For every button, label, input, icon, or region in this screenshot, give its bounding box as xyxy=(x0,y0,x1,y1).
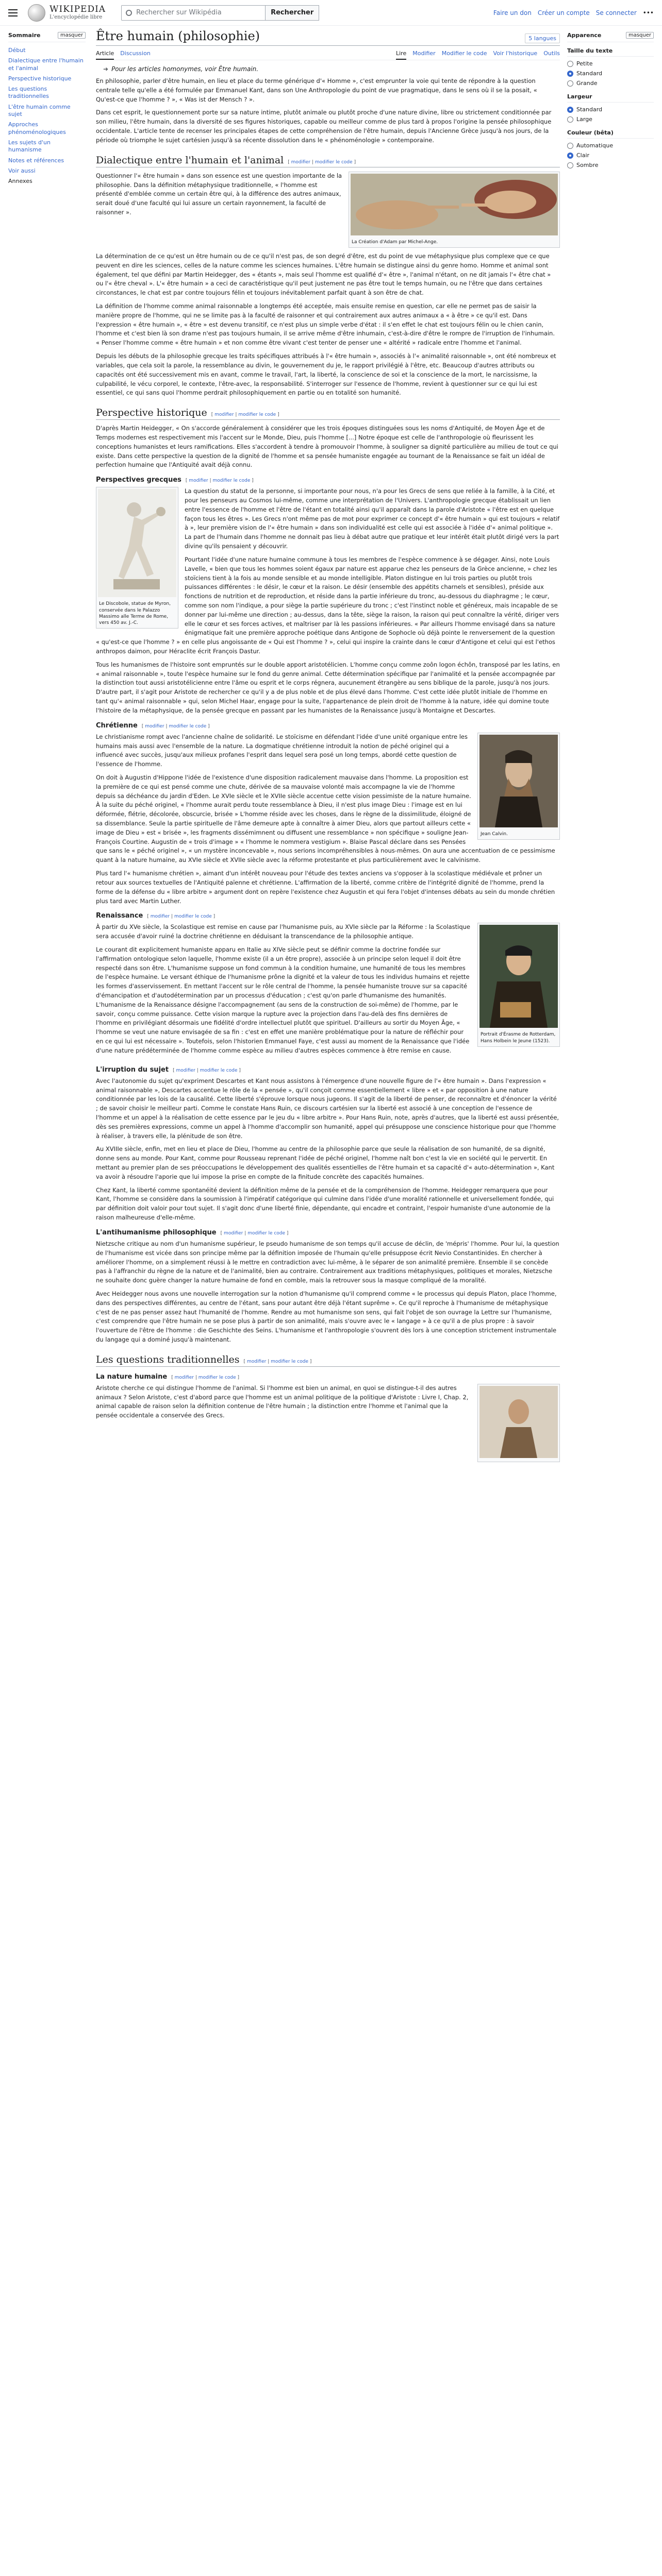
section-edit-links: [ modifier | modifier le code ] xyxy=(220,1230,289,1236)
figure-nature-humaine[interactable] xyxy=(477,1384,560,1462)
intro-paragraph: En philosophie, parler d'être humain, en lieu et place du terme générique d'« Homme », c'est emprunter la voie qui tente de répondre à la question centrale telle qu'elle a été formulée par Emmanuel Kant, dans son Une Anthropologie du point de vue pragmatique, dans le sens où il se la posait, « Qu'est-ce que l'homme ? », « Was ist der Mensch ? ». xyxy=(96,77,537,103)
edit-link[interactable]: modifier xyxy=(145,723,164,729)
subsection-title: L'irruption du sujet xyxy=(96,1065,169,1074)
subsection-heading xyxy=(96,476,560,484)
subsection-heading xyxy=(96,1229,560,1236)
article-content xyxy=(96,29,560,1466)
subsection-title: Perspectives grecques xyxy=(96,476,181,484)
donate-link[interactable]: Faire un don xyxy=(493,9,532,16)
radio-button[interactable] xyxy=(567,143,573,149)
edit-source-link[interactable]: modifier le code xyxy=(315,159,353,165)
option-label: Petite xyxy=(576,60,593,67)
edit-source-link[interactable]: modifier le code xyxy=(200,1067,238,1073)
radio-option[interactable] xyxy=(567,141,654,150)
creation-of-adam-image xyxy=(351,174,558,235)
section-paragraph: Au XVIIIe siècle, enfin, met en lieu et place de Dieu, l'homme au centre de la philosophie parce que seule la réalisation de son humanité, de sa dignité, donne sens au monde. Pour Kant, comme pour Rousseau reprenant l'idée de péché originel, l'homme naît bon c'est la vie en société qui le pervertit. En mettant au premier plan de ses préoccupations le développement des qualités essentielles de l'être humain et sa capacité d'« auto-détermination », Kant va avoir à résoudre l'aporie que lui impose la prise en compte de la finitude concrète des capacités humaines. xyxy=(96,1145,555,1180)
page-tabs xyxy=(96,48,560,60)
figure-caption: Le Discobole, statue de Myron, conservée dans le Palazzo Massimo alle Terme de Rome, vers 450 av. J.-C. xyxy=(99,601,171,625)
radio-button[interactable] xyxy=(567,116,573,123)
section-paragraph: D'après Martin Heidegger, « On s'accorde généralement à considérer que les trois époques distinguées sous les noms d'Antiquité, de Moyen Âge et de Temps modernes est respectivement mis l'accent sur le Monde, Dieu, puis l'homme [...] Notre époque est celle de l'anthropologie où fleurissent les conceptions humanistes et leurs ramifications. Elles s'accordent à tendre à promouvoir l'homme, à souligner sa dignité particulière au milieu de tout ce qui existe. Dans cette perspective la question de la dignité de l'homme et sa pensée humaniste engagée au tournant de la Renaissance se fait un idéal de perfection humaine que l'Antiquité avait déjà connu. xyxy=(96,425,558,469)
figure-image xyxy=(479,1386,558,1458)
tab-tools[interactable]: Outils xyxy=(543,50,560,57)
option-label: Grande xyxy=(576,80,598,87)
radio-option[interactable] xyxy=(567,160,654,170)
section-paragraph: Depuis les débuts de la philosophie grecque les traits spécifiques attribués à l'« être humain », associés à l'« animalité raisonnable », ont été nombreux et variables, que cela soit la parole, la ressemblance au divin, le gouvernement du je, le rapport privilégié à l'être, etc. Beaucoup d'autres attributs ou capacités ont été successivement mis en avant, comme le travail, l'art, la liberté, la conscience de soi et la conscience de la mort, le narcissisme, la culpabilité, le vécu corporel, le contexte, l'être-avec, la responsabilité. S'interroger sur l'essence de l'homme, revient à questionner sur ce qui lui est essentiel, ce qui sans quoi l'homme perdrait philosophiquement en partie ou en totalité son humanité. xyxy=(96,352,556,397)
subsection-heading xyxy=(96,912,560,920)
section-edit-links: [ modifier | modifier le code ] xyxy=(171,1375,240,1380)
radio-button-selected[interactable] xyxy=(567,152,573,159)
edit-source-link[interactable]: modifier le code xyxy=(198,1375,236,1380)
discobolus-image xyxy=(98,489,176,597)
section-title: Dialectique entre l'humain et l'animal xyxy=(96,154,284,166)
section-edit-links: [ modifier | modifier le code ] xyxy=(173,1067,241,1073)
radio-option[interactable] xyxy=(567,105,654,114)
tab-edit-source[interactable]: Modifier le code xyxy=(441,50,487,57)
edit-link[interactable]: modifier xyxy=(189,478,208,484)
section-paragraph: Chez Kant, la liberté comme spontanéité devient la définition même de la pensée et de la compréhension de l'homme. Heidegger remarquera que pour Kant, l'homme se considère dans la soumission à l'impératif catégorique qui culmine dans l'idée d'une moralité rationnelle et universellement fondée, qui par définition doit valoir pour tout sujet. Il s'agit donc d'une liberté finie, dépendante, qui encadre et contraint, l'espoir humaniste d'une autonomie de la raison malheureuse d'elle-même. xyxy=(96,1186,554,1222)
search-placeholder: Rechercher sur Wikipédia xyxy=(136,9,222,16)
section-paragraph: La détermination de ce qu'est un être humain ou de ce qu'il n'est pas, de son degré d'être, est du point de vue métaphysique plus complexe que ce que peuvent en dire les sciences, celles de la nature comme les sciences humaines. L'être humain se distingue ainsi du genre homo. Homme et animal sont également, tel que défini par Martin Heidegger, des « étants », mais seul l'homme est qualifié d'« être », l'animal n'étant, on ne dit jamais l'« être chat » ou l'« être cheval ». L'« être humain » a ceci de caractéristique qu'il peut justement ne pas être tout le temps humain, ou ne l'être que dans certaines circonstances, le chat est par contre toujours félin et toujours inévitablement parfait quant à son être de chat. xyxy=(96,252,551,297)
section-title: Perspective historique xyxy=(96,407,207,419)
subsection-title: Chrétienne xyxy=(96,721,138,730)
edit-link[interactable]: modifier xyxy=(176,1067,195,1073)
user-links xyxy=(493,9,654,16)
toc-hide-button[interactable]: masquer xyxy=(58,32,86,39)
radio-button[interactable] xyxy=(567,162,573,168)
section-title: Les questions traditionnelles xyxy=(96,1353,240,1365)
section-paragraph: Le courant dit explicitement humaniste apparu en Italie au XIVe siècle peut se définir comme la doctrine fondée sur l'affirmation ontologique selon laquelle, l'homme existe (il a un être propre), associée à un principe selon lequel il doit être respecté dans son être. L'humanisme suppose un fond commun à la condition humaine, une humanité de tous les membres de l'espèce humaine. Le versant éthique de l'humanisme prône la dignité et la valeur de tous les individus humains et rejette les formes d'asservissement. En mettant l'accent sur le rôle central de l'homme, la pensée humaniste trouve sur sa capacité d'émancipation et d'autodétermination par un processus d'éducation ; c'est qu'on parle d'humanisme des humanités. L'humanisme de la Renaissance désigne l'accompagnement (au sens de la construction de soi-même) de l'homme, par le savoir, conçu comme puissance. Cette vision marque la rupture avec la projection dans l'au-delà des fins dernières de l'homme en privilégiant désormais une fidélité d'ordre intellectuel plutôt que spirituel. D'ailleurs au sortir du Moyen Âge, « l'homme se veut une nature envisagée de sa fin : c'est en effet une manière problématique pour la nature de réfléchir pour en ce qui lui est nécessaire ». Toutefois, selon l'historien Emmanuel Faye, c'est aussi au moment de la Renaissance que l'idée d'une nature prédéterminée de l'homme comme espèce au milieu d'autres espèces commence à être remise en cause. xyxy=(96,945,470,1054)
table-of-contents xyxy=(8,32,86,187)
section-edit-links: [ modifier | modifier le code ] xyxy=(141,723,210,729)
section-paragraph: Tous les humanismes de l'histoire sont empruntés sur le double apport aristotélicien. L'homme conçu comme zoôn logon échôn, transposé par les latins, en « animal raisonnable », toute l'espèce humaine sur le fond du genre animal. Cette détermination spécifique par l'animalité et la pensée accompagnée par la distinction tout aussi aristotélicienne entre l'âme ou esprit et le corps régnera, aucunement étrangère au sens biblique de la parole, jusqu'à nos jours. D'autre part, il s'agit pour Aristote de rechercher ce qu'il y a de plus noble et de plus élevé dans l'homme. C'est cette idée plutôt initiale de l'homme en tant qu'« animal raisonnable » qui, selon Michel Haar, engage pour la suite, l'appartenance de plein droit de l'homme à la nature, idée qui domine toute l'histoire de la métaphysique, de la pensée grecque en passant par les humanistes de la Renaissance jusqu'à Montaigne et Descartes. xyxy=(96,660,560,714)
option-label: Clair xyxy=(576,152,590,159)
toc-header xyxy=(8,32,86,42)
section-paragraph: Le christianisme rompt avec l'ancienne chaîne de solidarité. Le stoïcisme en défendant l'idée d'une unité organique entre les humains mais aussi avec l'ensemble de la nature. La dogmatique chrétienne introduit la notion de péché originel qui a influencé avec succès, jusqu'aux milieux profanes l'esprit dans lequel sera posé un long temps, abordé cette question de l'essence de l'homme. xyxy=(96,733,468,768)
intro-paragraph: Dans cet esprit, le questionnement porte sur sa nature intime, plutôt animale ou plutôt proche d'une nature divine, libre ou strictement conditionnée par son milieu, l'être humain, dans la diversité de ses figures historiques, capable ou meilleur comme de plus tard à propos l'origine la pensée philosophique occidentale. L'article tente de recenser les principales étapes de cette compréhension de l'être humain, depuis l'Ancienne Grèce jusqu'à nos jours, de la période où triomphe le sujet cartésien jusqu'à sa récente dissolution dans le « phénoménologie » contemporaine. xyxy=(96,109,552,144)
subsection-heading xyxy=(96,722,560,730)
wordmark-tagline: L'encyclopédie libre xyxy=(49,14,103,20)
search-icon xyxy=(126,10,132,16)
section-paragraph: À partir du XVe siècle, la Scolastique est remise en cause par l'humanisme puis, au XVIe siècle par la Réforme : la Scolastique sera accusée d'avoir ruiné la doctrine chrétienne en déduisant la transcendance de la philosophie antique. xyxy=(96,923,470,940)
edit-link[interactable]: modifier xyxy=(150,914,170,920)
edit-source-link[interactable]: modifier le code xyxy=(271,1359,308,1364)
wordmark[interactable] xyxy=(49,5,106,20)
section-edit-links: [ modifier | modifier le code ] xyxy=(147,914,216,920)
appearance-title: Apparence xyxy=(567,32,602,39)
search-form xyxy=(121,5,319,21)
hatnote xyxy=(96,60,560,77)
wordmark-title: WIKIPEDIA xyxy=(49,4,106,14)
figure-jean-calvin[interactable] xyxy=(477,733,560,840)
tab-discussion[interactable]: Discussion xyxy=(120,50,151,57)
appearance-hide-button[interactable]: masquer xyxy=(626,32,654,39)
toc-title: Sommaire xyxy=(8,32,41,39)
group-title: Taille du texte xyxy=(567,47,654,57)
toc-item[interactable]: Voir aussi xyxy=(8,167,36,174)
section-edit-links: [ modifier | modifier le code ] xyxy=(243,1359,312,1364)
section-paragraph: La définition de l'homme comme animal raisonnable a longtemps été acceptée, mais ensuite remise en question, car elle ne permet pas de saisir la manière propre de l'homme, qui ne se limite pas à la faculté de raisonner et qui contrairement aux autres animaux a « à être » ce qu'il est. Dans l'expression « être humain », « être » est devenu transitif, ce n'est plus un simple verbe d'état : il s'en effet le chat est toujours félin ou le chien canin, l'homme et c'est bien là son drame n'est pas toujours humain, il se arrive même d'être inhumain, c'est-à-dire d'être le rompre de l'irruption de l'inhumain. « Penser l'homme comme « être humain » et non comme être vivant c'est tenter de penser une « altérité » radicale entre l'homme et l'animal. xyxy=(96,302,555,347)
appearance-panel xyxy=(567,32,654,170)
option-label: Sombre xyxy=(576,162,599,168)
radio-option[interactable] xyxy=(567,69,654,78)
subsection-title: La nature humaine xyxy=(96,1372,168,1381)
edit-source-link[interactable]: modifier le code xyxy=(212,478,251,484)
section-heading xyxy=(96,1354,560,1367)
radio-option[interactable] xyxy=(567,78,654,88)
tab-read[interactable]: Lire xyxy=(396,48,406,60)
section-edit-links: [ modifier | modifier le code ] xyxy=(211,412,279,418)
width-group xyxy=(567,93,654,124)
tab-article[interactable]: Article xyxy=(96,48,114,60)
toc-item[interactable]: Approches phénoménologiques xyxy=(8,121,66,135)
figure-creation-of-adam[interactable] xyxy=(349,172,560,248)
section-paragraph: Avec l'autonomie du sujet qu'expriment Descartes et Kant nous assistons à l'émergence d'une nouvelle figure de l'« être humain ». Dans l'expression « animal raisonnable », Descartes accentue le rôle de la « pensée », qu'il conçoit comme essentiellement « libre » et « par opposition à une nature conditionnée par les lois de la causalité. Cette liberté s'éprouve lorsque nous jugeons. Il s'agit de la liberté de penser, de reconnaître et d'énoncer la vérité ; de savoir choisir le meilleur parti. Comme le constate Hans Ruin, ce discours cartésien sur la liberté est associé à une conception de l'essence de l'homme et un appel à la réalisation de cette essence par le jeu du « libre arbitre ». Pour Hans Ruin, note, après d'autres, que la liberté est aussi présentée, dès ses premières expressions, comme un appel à l'homme d'accomplir son humanité, appel qui présuppose une conscience historique pour que l'homme à réaliser, à travers elle, la plénitude de son être. xyxy=(96,1077,559,1140)
wikipedia-globe-icon[interactable] xyxy=(28,4,45,22)
subsection-heading xyxy=(96,1066,560,1074)
edit-link[interactable]: modifier xyxy=(174,1375,194,1380)
hatnote-text: Pour les articles homonymes, voir Être humain. xyxy=(111,65,259,73)
group-title: Couleur (bêta) xyxy=(567,129,654,139)
page-title: Être humain (philosophie) xyxy=(96,29,260,43)
group-title: Largeur xyxy=(567,93,654,103)
radio-option[interactable] xyxy=(567,114,654,124)
edit-link[interactable]: modifier xyxy=(223,1230,243,1236)
option-label: Standard xyxy=(576,106,603,113)
toc-item[interactable]: Annexes xyxy=(8,178,32,185)
option-label: Standard xyxy=(576,70,603,77)
main-menu-icon[interactable] xyxy=(8,6,22,20)
toc-item[interactable]: Dialectique entre l'humain et l'animal xyxy=(8,57,84,72)
option-label: Automatique xyxy=(576,142,614,149)
figure-discobolus[interactable] xyxy=(96,487,178,629)
section-paragraph: Questionner l'« être humain » dans son essence est une question importante de la philosophie. Dans la définition métaphysique traditionnelle, « l'homme est présenté d'emblée comme un certain être qui, à la différence des autres animaux, serait doué d'une faculté qui lui assure un certain rayonnement, la faculté de raisonner ». xyxy=(96,172,342,216)
site-header xyxy=(0,0,662,26)
subsection-title: Renaissance xyxy=(96,912,143,920)
figure-caption: Portrait d'Érasme de Rotterdam, Hans Holbein le Jeune (1523). xyxy=(481,1032,556,1044)
section-paragraph: Aristote cherche ce qui distingue l'homme de l'animal. Si l'homme est bien un animal, en quoi se distingue-t-il des autres animaux ? Selon Aristote, c'est d'abord parce que l'homme est un animal politique de la politique d'Aristote : Livre I, Chap. 2, animal capable de raison selon la définition contenue de l'être humain ; la distinction entre l'homme et l'animal que la pensée occidentale a conservée des Grecs. xyxy=(96,1384,469,1419)
section-paragraph: La question du statut de la personne, si importante pour nous, n'a pour les Grecs de sens que reliée à la famille, à la Cité, et pour les penseurs au Cosmos lui-même, comme une interprétation de l'Univers. L'anthropologie grecque établissait un lien entre l'essence de l'homme et l'être de l'étant en totalité ainsi qu'il apparaît dans la parole d'Aristote « l'être est en quelque façon tous les êtres ». Les Grecs n'ont même pas de mot pour exprimer ce concept d'« être humain » qui est toujours « relatif à », leur première vision de l'« être humain » dans son individualité est celle qui est associée à l'idée d'« animal politique ». La part de l'humain dans l'homme ne donnait pas lieu à débat autre que pratique et leur intérêt était plutôt dirigé vers la part divine qu'ils pensaient y découvrir. xyxy=(185,487,560,550)
subsection-heading xyxy=(96,1373,560,1381)
more-options-icon[interactable]: ••• xyxy=(642,9,654,16)
edit-link[interactable]: modifier xyxy=(291,159,311,165)
edit-source-link[interactable]: modifier le code xyxy=(247,1230,286,1236)
tab-history[interactable]: Voir l'historique xyxy=(493,50,538,57)
tab-edit[interactable]: Modifier xyxy=(412,50,436,57)
edit-link[interactable]: modifier xyxy=(246,1359,267,1364)
section-paragraph: Avec Heidegger nous avons une nouvelle interrogation sur la notion d'humanisme qu'il comprend comme « le processus qui depuis Platon, place l'homme, dans des perspectives différentes, au centre de l'étant, sans pour autant être déjà l'étant suprême ». Ce qu'il reproche à l'humanisme de métaphysique c'est de ne pas penser assez haut l'humanité de l'homme. Rendre au mot humanisme son sens, qui fait l'objet de son ouvrage la Lettre sur l'humanisme, c'est comprendre que l'être humain ne se pose plus à partir de son animalité, mais s'ouvre avec le « langage » à ce qu'il a de plus propre : à savoir l'ouverture de l'être de l'homme : die Geschichte des Seins. L'humanisme et l'anthropologie s'ouvrent dès lors à une conception strictement instrumentale du langage qui a dominé jusqu'à maintenant. xyxy=(96,1290,557,1344)
radio-option[interactable] xyxy=(567,59,654,69)
toc-item[interactable]: L'être humain comme sujet xyxy=(8,103,71,118)
section-heading xyxy=(96,407,560,420)
toc-item[interactable]: Perspective historique xyxy=(8,75,72,82)
section-paragraph: Plus tard l'« humanisme chrétien », aimant d'un intérêt nouveau pour l'étude des textes anciens va s'opposer à la scolastique médiévale et prôner un retour aux sources textuelles de l'Antiquité païenne et chrétienne. L'affirmation de la liberté, comme critère de l'intégrité dignité de l'homme, prend la forme de la défense du « libre arbitre » argument dont on repère l'existence chez Augustin et qui fera l'objet d'intenses débats au sein du monde chrétien plus tard avec Martin Luther. xyxy=(96,870,555,905)
edit-source-link[interactable]: modifier le code xyxy=(238,412,276,418)
appearance-header xyxy=(567,32,654,42)
radio-button-selected[interactable] xyxy=(567,107,573,113)
search-button[interactable]: Rechercher xyxy=(266,5,319,21)
section-paragraph: Pourtant l'idée d'une nature humaine commune à tous les membres de l'espèce commence à se dégager. Ainsi, note Louis Lavelle, « bien que tous les hommes soient égaux par nature est apparue chez les penseurs de la Grèce ancienne, » chez les stoïciens tient à la fois au monde sensible et au monde intelligible. Platon distingue en lui trois parties ou plutôt trois puissances différentes : le désir, le cœur et la raison. Le désir (ensemble des appétits charnels et sensibles), préside aux fonctions de nutrition et de reproduction, et réside dans la partie inférieure du tronc, au-dessous du diaphragme ; le cœur, comme son nom l'indique, a pour siège la partie supérieure du tronc ; c'est l'instinct noble et généreux, mais incapable de se donner par lui-même une direction ; au-dessus, dans la tête, siège la raison, la raison qui peut connaître la vérité, diriger vers elle le cœur et ses forces actives, et maîtriser par là les passions inférieures. « Par ailleurs l'homme envisagé dans sa nature énigmatique fait une première approche poétique dans Antigone de Sophocle où déjà pointe le renversement de la question « qu'est-ce que l'homme ? » en celle plus angoissante de « Qui est l'homme ? », celui qui inspire la crainte dans le cœur d'Antigone et celui qui est l'ethos anthropos daimon, pour Héraclite écrit François Dastur. xyxy=(96,555,559,655)
radio-button[interactable] xyxy=(567,80,573,87)
radio-option[interactable] xyxy=(567,150,654,160)
login-link[interactable]: Se connecter xyxy=(595,9,637,16)
language-button[interactable]: 5 langues xyxy=(525,33,560,43)
edit-source-link[interactable]: modifier le code xyxy=(169,723,207,729)
radio-button-selected[interactable] xyxy=(567,71,573,77)
search-input[interactable] xyxy=(121,5,266,21)
figure-erasmus[interactable] xyxy=(477,923,560,1046)
hatnote-arrow-icon: ➜ xyxy=(103,65,109,73)
edit-link[interactable]: modifier xyxy=(214,412,234,418)
title-row xyxy=(96,29,560,46)
toc-item[interactable]: Les questions traditionnelles xyxy=(8,86,49,100)
create-account-link[interactable]: Créer un compte xyxy=(537,9,590,16)
option-label: Large xyxy=(576,116,592,123)
figure-caption: Jean Calvin. xyxy=(481,831,508,837)
erasmus-portrait-image xyxy=(479,925,558,1028)
figure-caption: La Création d'Adam par Michel-Ange. xyxy=(352,239,438,245)
text-size-group xyxy=(567,47,654,88)
jean-calvin-image xyxy=(479,735,558,827)
section-edit-links: [ modifier | modifier le code ] xyxy=(185,478,254,484)
section-paragraph: On doit à Augustin d'Hippone l'idée de l'existence d'une disposition radicalement mauvaise dans l'homme. La proposition est la première de ce qui est pensé comme une chute, dérivée de sa mauvaise volonté mais accompagne la vie de l'homme depuis sa déchéance du jardin d'Eden. Le XVIe siècle et le XVIIe siècle accentue cette vision pessimiste de la nature humaine. À la suite du péché originel, « l'homme aurait perdu toute ressemblance à Dieu, il n'est plus image Dieu : l'image est en lui déformée, flétrie, décolorée, obscurcie, brisée » L'homme réside avec les choses, dans le règne de la dissimilitude, éloigné de sa dissemblance. Seule la partie spirituelle de l'âme demeure apte à connaître à aimer Dieu, alors que partout ailleurs cette « image de Dieu » est « brisée », les fragments dissémimnent ou diffusent une ressemblance » non spécifique » souligne Jean-François Courtine. Augustin de « trois d'image » « l'homme le nommera vestigium ». Blaise Pascal déclare dans ses Pensées que sans le « péché originel », « un mystère inconcevable », nous serions incompréhensibles à nous-mêmes. On aura une accentuation de ce pessimisme quant à la nature humaine, au XVIe siècle et XVIIe siècle avec la réforme protestante et plus particulièrement avec le calvinisme. xyxy=(96,773,555,864)
radio-button[interactable] xyxy=(567,61,573,67)
section-edit-links: [ modifier | modifier le code ] xyxy=(288,159,356,165)
toc-item[interactable]: Notes et références xyxy=(8,157,64,164)
color-group xyxy=(567,129,654,170)
toc-item[interactable]: Les sujets d'un humanisme xyxy=(8,139,51,154)
toc-item[interactable]: Début xyxy=(8,47,26,54)
subsection-title: L'antihumanisme philosophique xyxy=(96,1228,217,1236)
section-paragraph: Nietzsche critique au nom d'un humanisme supérieur, le pseudo humanisme de son temps qu'il accuse de déclin, de 'mépris' l'homme. Pour lui, la question de l'humanisme est vicée dans son principe même par la définition imposée de l'humain qu'elle présuppose écrit Nevio Constantinides. En chercher à améliorer l'homme, on a simplement réussi à le mettre en contradiction avec lui-même, à le séparer de son animalité première. Ensemble il se concède pas à l'affranchir du règne de la nature et de l'animalité, bien au contraire. Contrairement aux traditions métaphysiques, politiques et morales, Nietzsche ne souhaite donc guère changer la nature humaine de fond en comble, mais la retrouver sous la masque compliqué de la moralité. xyxy=(96,1240,559,1284)
section-heading xyxy=(96,155,560,167)
edit-source-link[interactable]: modifier le code xyxy=(174,914,212,920)
